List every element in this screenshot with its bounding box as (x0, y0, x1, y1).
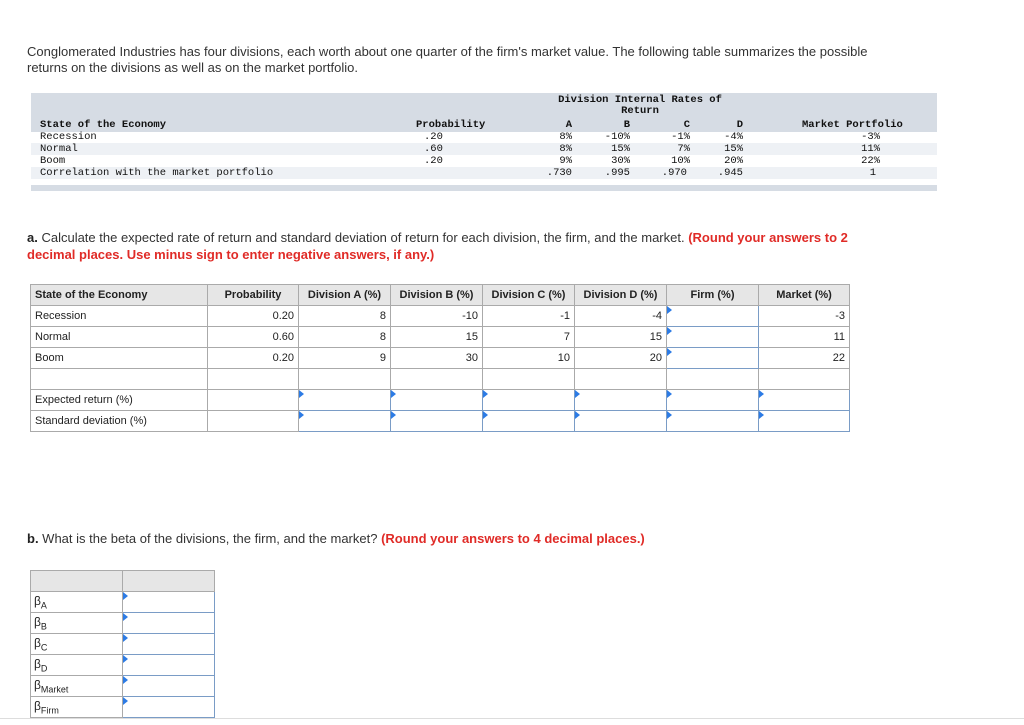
expected-b-input[interactable] (391, 390, 483, 411)
flag-icon (575, 390, 580, 398)
summary-d: -4% (724, 131, 743, 143)
flag-icon (667, 327, 672, 335)
flag-icon (483, 411, 488, 419)
beta-b-label: $\beta_B$ (31, 613, 123, 634)
flag-icon (123, 676, 128, 684)
summary-group-header-2: Return (621, 105, 659, 117)
header-division-a: Division A (%) (299, 285, 391, 306)
flag-icon (483, 390, 488, 398)
header-probability: Probability (208, 285, 299, 306)
beta-d-label: $\beta_D$ (31, 655, 123, 676)
flag-icon (759, 390, 764, 398)
sd-market-input[interactable] (759, 411, 850, 432)
flag-icon (667, 411, 672, 419)
summary-table-footer (31, 185, 937, 191)
beta-c-input[interactable] (123, 634, 215, 655)
summary-d: 15% (724, 143, 743, 155)
flag-icon (575, 411, 580, 419)
sd-b-input[interactable] (391, 411, 483, 432)
summary-col-state: State of the Economy (40, 119, 167, 131)
summary-c: -1% (671, 131, 690, 143)
summary-a: 8% (559, 131, 572, 143)
row-prob: 0.20 (208, 306, 299, 327)
flag-icon (667, 306, 672, 314)
row-c: -1 (483, 306, 575, 327)
row-a: 9 (299, 348, 391, 369)
row-state: Recession (31, 306, 208, 327)
beta-b-input[interactable] (123, 613, 215, 634)
beta-c-label: $\beta_C$ (31, 634, 123, 655)
summary-state: Recession (40, 131, 97, 143)
intro-text: Conglomerated Industries has four divisions, each worth about one quarter of the firm's market value. The following table summarizes the possible returns on the divisions as well as on the market portfolio. (27, 44, 868, 75)
row-b: 30 (391, 348, 483, 369)
firm-boom-input[interactable] (667, 348, 759, 369)
sd-d-input[interactable] (575, 411, 667, 432)
flag-icon (123, 613, 128, 621)
expected-c-input[interactable] (483, 390, 575, 411)
row-m: -3 (759, 306, 850, 327)
summary-a: 8% (559, 143, 572, 155)
header-division-b: Division B (%) (391, 285, 483, 306)
row-m: 22 (759, 348, 850, 369)
flag-icon (123, 697, 128, 705)
summary-state: Correlation with the market portfolio (40, 167, 274, 179)
flag-icon (123, 634, 128, 642)
summary-m: 22% (861, 155, 880, 167)
beta-d-input[interactable] (123, 655, 215, 676)
std-dev-label: Standard deviation (%) (31, 411, 208, 432)
header-division-d: Division D (%) (575, 285, 667, 306)
firm-recession-input[interactable] (667, 306, 759, 327)
summary-m: 11% (861, 143, 880, 155)
beta-market-input[interactable] (123, 676, 215, 697)
row-prob: 0.60 (208, 327, 299, 348)
summary-col-prob: Probability (416, 119, 486, 131)
header-state: State of the Economy (31, 285, 208, 306)
row-d: 15 (575, 327, 667, 348)
row-d: -4 (575, 306, 667, 327)
summary-c: 10% (671, 155, 690, 167)
sd-firm-input[interactable] (667, 411, 759, 432)
flag-icon (123, 592, 128, 600)
summary-b: 15% (611, 143, 630, 155)
summary-c: .970 (661, 167, 687, 179)
summary-b: 30% (611, 155, 630, 167)
question-a: a. Calculate the expected rate of return and standard deviation of return for each division, the firm, and the market. (Round your answers to 2 decimal places. Use minus sign to enter negative answers, if any.) (27, 230, 848, 262)
expected-d-input[interactable] (575, 390, 667, 411)
summary-group-header: Division Internal Rates of (558, 94, 722, 106)
row-state: Normal (31, 327, 208, 348)
summary-a: 9% (559, 155, 572, 167)
summary-b: .995 (604, 167, 630, 179)
summary-state: Boom (40, 155, 66, 167)
sd-a-input[interactable] (299, 411, 391, 432)
summary-m: -3% (861, 131, 880, 143)
expected-return-label: Expected return (%) (31, 390, 208, 411)
flag-icon (759, 411, 764, 419)
summary-col-c: C (683, 119, 690, 131)
row-d: 20 (575, 348, 667, 369)
summary-col-market: Market Portfolio (802, 119, 903, 131)
row-c: 7 (483, 327, 575, 348)
summary-prob: .20 (424, 131, 443, 143)
firm-normal-input[interactable] (667, 327, 759, 348)
header-division-c: Division C (%) (483, 285, 575, 306)
answer-table-a (30, 284, 850, 432)
expected-a-input[interactable] (299, 390, 391, 411)
row-state: Boom (31, 348, 208, 369)
expected-firm-input[interactable] (667, 390, 759, 411)
summary-d: .945 (717, 167, 743, 179)
flag-icon (667, 390, 672, 398)
flag-icon (667, 348, 672, 356)
row-prob: 0.20 (208, 348, 299, 369)
row-b: 15 (391, 327, 483, 348)
summary-a: .730 (546, 167, 572, 179)
summary-prob: .20 (424, 155, 443, 167)
row-a: 8 (299, 306, 391, 327)
row-a: 8 (299, 327, 391, 348)
summary-prob: .60 (424, 143, 443, 155)
flag-icon (391, 411, 396, 419)
divider (0, 718, 1024, 719)
flag-icon (391, 390, 396, 398)
beta-market-label: $\beta_{Market}$ (31, 676, 123, 697)
beta-table (30, 570, 215, 718)
beta-a-label: $\beta_A$ (31, 592, 123, 613)
summary-m: 1 (869, 167, 876, 179)
header-firm: Firm (%) (667, 285, 759, 306)
beta-firm-input[interactable] (123, 697, 215, 718)
flag-icon (299, 411, 304, 419)
summary-col-d: D (736, 119, 743, 131)
summary-col-a: A (565, 119, 572, 131)
summary-col-b: B (623, 119, 630, 131)
sd-c-input[interactable] (483, 411, 575, 432)
header-market: Market (%) (759, 285, 850, 306)
row-c: 10 (483, 348, 575, 369)
row-b: -10 (391, 306, 483, 327)
row-m: 11 (759, 327, 850, 348)
beta-firm-label: $\beta_{Firm}$ (31, 697, 123, 718)
summary-d: 20% (724, 155, 743, 167)
question-b: b. What is the beta of the divisions, the firm, and the market? (Round your answers to 4 decimal places.) (27, 531, 645, 546)
summary-c: 7% (677, 143, 690, 155)
summary-b: -10% (604, 131, 630, 143)
expected-market-input[interactable] (759, 390, 850, 411)
flag-icon (299, 390, 304, 398)
flag-icon (123, 655, 128, 663)
beta-a-input[interactable] (123, 592, 215, 613)
summary-state: Normal (40, 143, 78, 155)
